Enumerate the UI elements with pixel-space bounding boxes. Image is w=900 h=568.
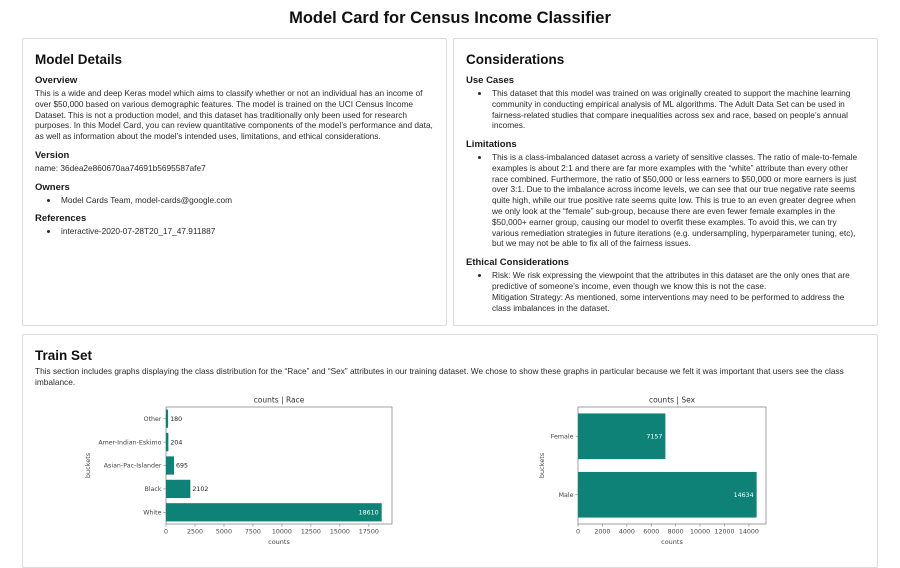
considerations-heading: Considerations <box>466 52 565 67</box>
race-count-chart <box>82 394 404 557</box>
x-tick-label: 0 <box>163 528 168 536</box>
bar-asian-pac-islander <box>166 456 174 474</box>
x-tick-label: 10000 <box>271 528 292 536</box>
bar-value-label: 695 <box>175 462 188 470</box>
race-chart-column <box>35 394 450 557</box>
bar-value-label: 18610 <box>358 509 379 517</box>
x-tick-label: 8000 <box>667 528 684 536</box>
model-card-page <box>0 9 900 568</box>
ethical-risk-line: • Risk: We risk expressing the viewpoint that the attributes in this dataset are the only ones that are predictive of someone’s income, even though we know this is not the case. <box>492 270 850 291</box>
train-set-heading: Train Set <box>35 348 93 364</box>
x-tick-label: 10000 <box>689 528 710 536</box>
bar-value-label: 180 <box>169 415 182 423</box>
chart-title: counts | Sex <box>648 395 695 405</box>
ethical-mitigation-line: Mitigation Strategy: As mentioned, some interventions may need to be performed to address the class imbalances in the dataset. <box>492 291 845 313</box>
category-label: Female <box>550 433 573 441</box>
owners-list <box>35 195 434 206</box>
owner-item: • Model Cards Team, model-cards@google.com <box>59 195 434 206</box>
x-tick-label: 6000 <box>642 528 659 536</box>
x-tick-label: 14000 <box>738 528 759 536</box>
race-chart-svg <box>82 394 404 552</box>
category-label: Male <box>558 491 573 499</box>
x-tick-label: 17500 <box>358 528 379 536</box>
owners-heading: Owners <box>35 181 70 193</box>
ethical-item <box>490 270 865 313</box>
bar-other <box>166 409 168 427</box>
train-set-card <box>22 334 878 568</box>
page-title: Model Card for Census Income Classifier <box>289 9 611 27</box>
x-axis-label: counts <box>660 537 683 546</box>
limitation-item: • This is a class-imbalanced dataset across a variety of sensitive classes. The ratio of male-to-female examples is about 2:1 and there are far more examples with the “white” attribute than every other race combined. Furthermore, the ratio of $50,000 or less earners to $50,000 or more earners is just over 3:1. Due to the imbalance across income levels, we can see that our true negative rate seems quite high, while our true positive rate seems quite low. This is true to an even greater degree when we only look at the “female” sub-group, because there are even fewer female examples in the $50,000+ earner group, causing our model to overfit these examples. To avoid this, we can try various remediation strategies in future iterations (e.g. undersampling, hyperparameter tuning, etc), but we may not be able to fix all of the fairness issues. <box>490 152 865 249</box>
model-details-heading: Model Details <box>35 52 123 67</box>
bar-male <box>578 472 757 518</box>
use-cases-list <box>466 88 865 131</box>
version-heading: Version <box>35 149 70 161</box>
sex-count-chart <box>536 394 780 557</box>
bar-value-label: 2102 <box>191 485 208 493</box>
bar-value-label: 7157 <box>645 433 662 441</box>
x-tick-label: 2000 <box>593 528 610 536</box>
bar-amer-indian-eskimo <box>166 433 168 451</box>
x-tick-label: 4000 <box>618 528 635 536</box>
y-axis-label: buckets <box>83 452 92 478</box>
chart-title: counts | Race <box>253 395 304 405</box>
x-tick-label: 2500 <box>186 528 203 536</box>
use-case-item: • This dataset that this model was trained on was originally created to support the machine learning community in conducting empirical analysis of ML algorithms. The Adult Data Set can be used in fairness-related studies that compare inequalities across sex and race, based on people’s annual incomes. <box>490 88 865 131</box>
x-axis-label: counts <box>267 537 290 546</box>
x-tick-label: 12000 <box>713 528 735 536</box>
considerations-card <box>453 38 878 326</box>
limitations-list <box>466 152 865 249</box>
category-label: Black <box>143 485 161 493</box>
references-list <box>35 226 434 237</box>
x-tick-label: 5000 <box>215 528 232 536</box>
x-tick-label: 0 <box>575 528 580 536</box>
ethical-considerations-list <box>466 270 865 313</box>
category-label: Amer-Indian-Eskimo <box>97 439 161 447</box>
ethical-considerations-heading: Ethical Considerations <box>466 257 569 269</box>
bar-value-label: 204 <box>169 439 182 447</box>
overview-text: This is a wide and deep Keras model which aims to classify whether or not an individual has an income of over $50,000 based on various demographic features. The model is trained on the UCI Census Income Dataset. This is not a production model, and this dataset has traditionally only been used for research purposes. In this Model Card, you can review quantitative components of the model’s performance and data, as well as information about the model’s intended uses, limitations, and ethical considerations. <box>35 88 433 142</box>
category-label: White <box>142 509 161 517</box>
cards-row <box>22 38 878 326</box>
limitations-heading: Limitations <box>466 139 517 151</box>
category-label: Other <box>143 415 161 423</box>
x-tick-label: 7500 <box>244 528 261 536</box>
bar-value-label: 14634 <box>733 491 754 499</box>
version-name: name: 36dea2e860670aa74691b5695587afe7 <box>35 162 206 173</box>
y-axis-label: buckets <box>537 452 546 478</box>
x-tick-label: 15000 <box>329 528 350 536</box>
sex-chart-svg <box>536 394 780 552</box>
sex-chart-column <box>450 394 865 557</box>
train-set-description: This section includes graphs displaying the class distribution for the “Race” and “Sex” attributes in our training dataset. We chose to show these graphs in particular because we felt it was important that users see the class imbalance. <box>35 366 844 388</box>
overview-heading: Overview <box>35 75 78 86</box>
model-details-card <box>22 38 447 326</box>
category-label: Asian-Pac-Islander <box>103 462 161 470</box>
x-tick-label: 12500 <box>300 528 321 536</box>
use-cases-heading: Use Cases <box>466 75 515 86</box>
charts-row <box>35 394 865 557</box>
bar-black <box>166 480 190 498</box>
reference-item: • interactive-2020-07-28T20_17_47.911887 <box>59 226 434 237</box>
references-heading: References <box>35 213 87 225</box>
